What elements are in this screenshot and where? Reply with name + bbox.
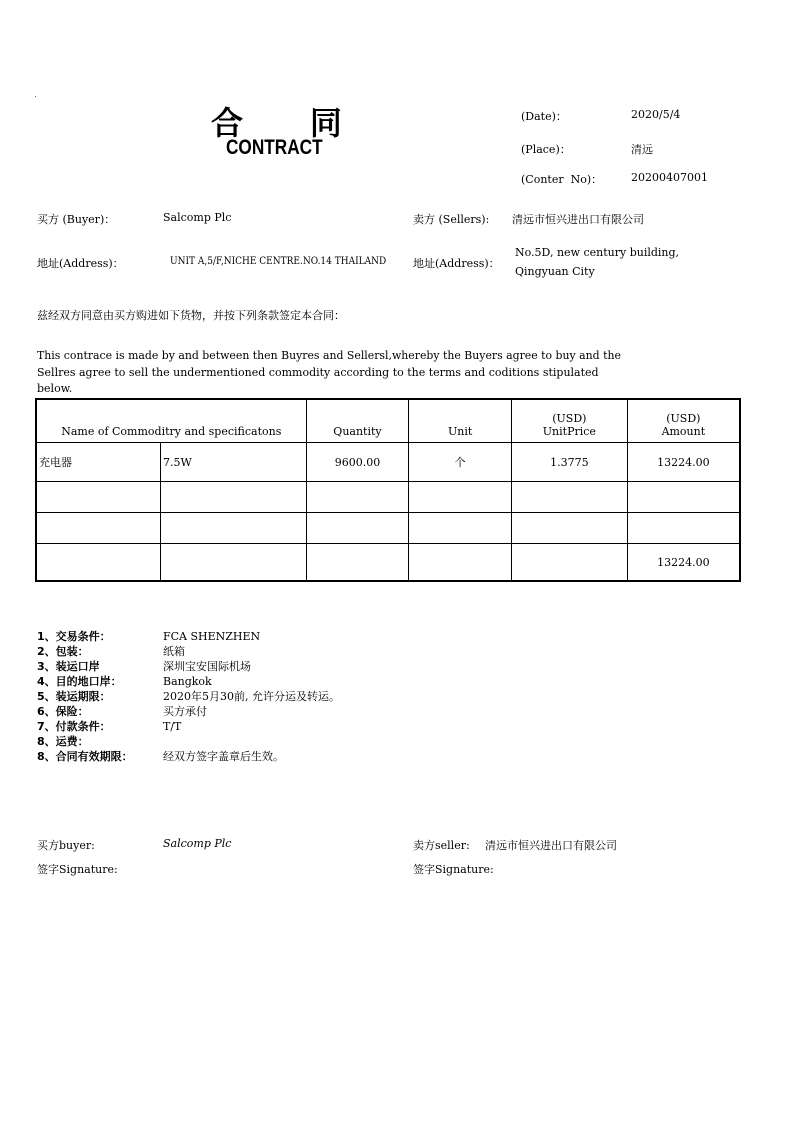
term-value: 深圳宝安国际机场	[163, 660, 251, 673]
table-row	[36, 443, 740, 482]
term-value: T/T	[163, 720, 182, 733]
cell-unit: 个	[409, 443, 512, 482]
sign-buyer-name: Salcomp Plc	[163, 837, 232, 850]
buyer-name: Salcomp Plc	[163, 211, 232, 224]
stray-dot	[35, 96, 36, 97]
buyer-address: UNIT A,5/F,NICHE CENTRE.NO.14 THAILAND	[170, 256, 387, 267]
intro-english-line3: below.	[37, 382, 73, 395]
contract-no-value: 20200407001	[631, 171, 708, 184]
title-chinese: 合 同	[211, 104, 342, 142]
sign-seller-name: 清远市恒兴进出口有限公司	[485, 839, 617, 852]
header-unit-price-currency: (USD)	[552, 412, 587, 425]
term-value: 纸箱	[163, 645, 185, 658]
cell-total-amount: 13224.00	[627, 544, 740, 582]
date-value: 2020/5/4	[631, 108, 681, 121]
seller-address-label: 地址(Address)：	[413, 257, 500, 270]
term-value: 2020年5月30前, 允许分运及转运。	[163, 690, 340, 703]
header-unit: Unit	[409, 399, 512, 443]
title-english: CONTRACT	[226, 136, 323, 159]
sign-buyer-label: 买方buyer:	[37, 839, 95, 852]
buyer-signature-field: 签字Signature:	[37, 863, 118, 876]
contract-no-label: (Conter No)：	[521, 173, 603, 186]
term-label: 6、保险：	[37, 705, 89, 718]
header-amount	[627, 399, 740, 443]
cell-amount: 13224.00	[627, 443, 740, 482]
seller-address-line1: No.5D, new century building,	[515, 246, 680, 259]
place-value: 清远	[631, 143, 653, 156]
buyer-address-label: 地址(Address)：	[37, 257, 124, 270]
term-value: 买方承付	[163, 705, 207, 718]
seller-label: 卖方 (Sellers):	[413, 213, 490, 226]
header-quantity: Quantity	[306, 399, 409, 443]
cell-unit-price: 1.3775	[512, 443, 628, 482]
table-row-empty	[36, 513, 740, 544]
header-unit-price	[512, 399, 628, 443]
table-total-row	[36, 544, 740, 582]
term-label: 7、付款条件：	[37, 720, 111, 733]
date-label: (Date)：	[521, 110, 567, 123]
seller-address-line2: Qingyuan City	[515, 265, 595, 278]
cell-commodity-spec: 7.5W	[161, 443, 307, 482]
table-row-empty	[36, 482, 740, 513]
term-label: 2、包装：	[37, 645, 89, 658]
table-header-row	[36, 399, 740, 443]
term-label: 1、交易条件：	[37, 630, 111, 643]
term-value: 经双方签字盖章后生效。	[163, 750, 284, 763]
term-label: 3、装运口岸	[37, 660, 100, 673]
term-value: Bangkok	[163, 675, 212, 688]
header-unit-price-label: UnitPrice	[542, 425, 596, 438]
intro-chinese: 兹经双方同意由买方购进如下货物，并按下列条款签定本合同：	[37, 309, 345, 322]
cell-quantity: 9600.00	[306, 443, 409, 482]
intro-english-line2: Sellres agree to sell the undermentioned commodity according to the terms and coditions stipulated	[37, 366, 599, 379]
header-commodity: Name of Commoditry and specificatons	[36, 399, 306, 443]
term-label: 8、合同有效期限：	[37, 750, 133, 763]
header-amount-currency: (USD)	[666, 412, 701, 425]
place-label: (Place)：	[521, 143, 571, 156]
term-label: 5、装运期限：	[37, 690, 111, 703]
header-amount-label: Amount	[661, 425, 706, 438]
sign-seller-label: 卖方seller:	[413, 839, 470, 852]
seller-signature-field: 签字Signature:	[413, 863, 494, 876]
goods-table	[35, 398, 741, 582]
buyer-label: 买方 (Buyer)：	[37, 213, 116, 226]
term-label: 8、运费：	[37, 735, 89, 748]
cell-commodity-name: 充电器	[36, 443, 161, 482]
term-value: FCA SHENZHEN	[163, 630, 261, 643]
seller-name: 清远市恒兴进出口有限公司	[512, 213, 644, 226]
term-label: 4、目的地口岸：	[37, 675, 122, 688]
intro-english-line1: This contrace is made by and between then Buyres and Sellersl,whereby the Buyers agree to buy and the	[37, 349, 621, 362]
